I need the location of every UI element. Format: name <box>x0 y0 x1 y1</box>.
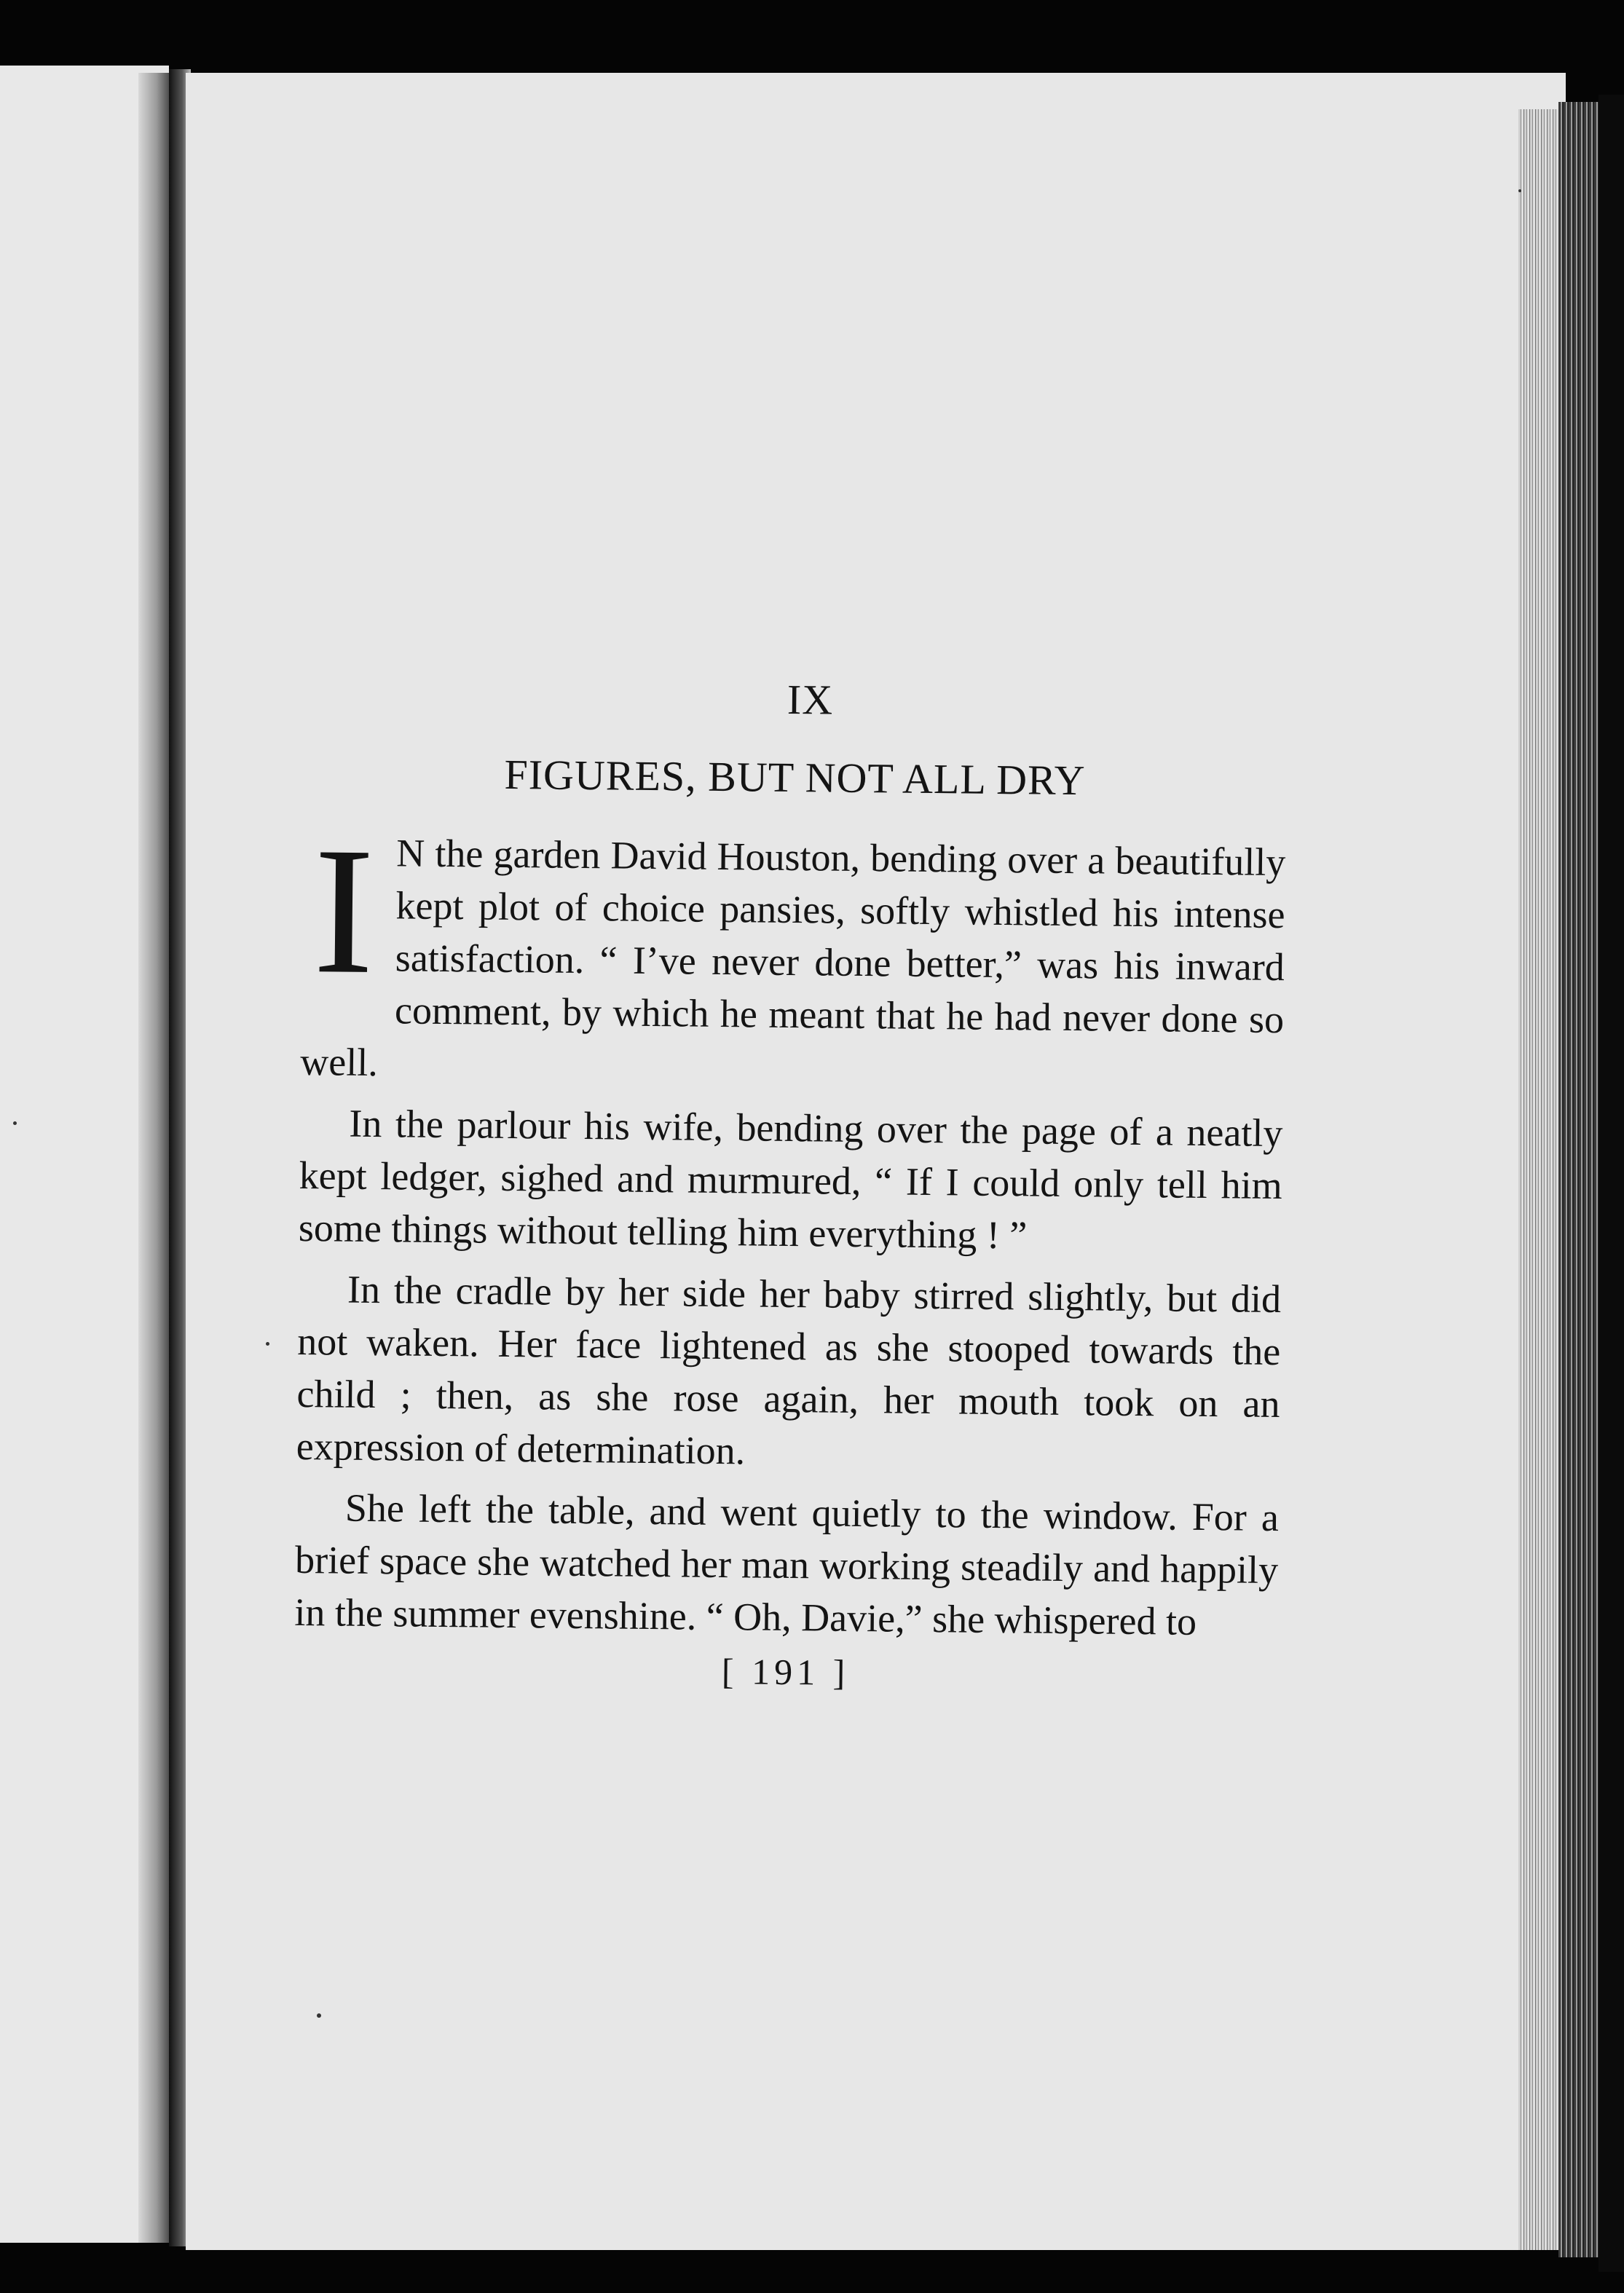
page-stack-shadow <box>1599 95 1624 2272</box>
speck <box>317 2013 321 2018</box>
page-number: [ 191 ] <box>721 1651 850 1693</box>
speck <box>1518 189 1521 192</box>
page-text-block <box>293 670 1288 1698</box>
drop-cap: I <box>312 810 376 1013</box>
paragraph-3: In the cradle by her side her baby stirred slightly, but did not waken. Her face lightened as she stooped towards the child ; then, as she rose again, her mouth took on an expression of determination. <box>296 1267 1282 1473</box>
paragraph-1: N the garden David Houston, bending over a beautifully kept plot of choice pansies, softly whistled his intense satisfaction. “ I’ve never done better,” was his inward comment, by which he meant that he had never done so well. <box>300 831 1286 1085</box>
speck <box>266 1342 269 1346</box>
chapter-number: IX <box>787 675 834 724</box>
paragraph-2: In the parlour his wife, bending over the page of a neatly kept ledger, sighed and murmured, “ If I could only tell him some things without telling him everything ! ” <box>298 1101 1283 1258</box>
paragraph-4: She left the table, and went quietly to the window. For a brief space she watched her man working steadily and happily in the summer evenshine. “ Oh, Davie,” she whispered to <box>294 1485 1280 1643</box>
chapter-title: FIGURES, BUT NOT ALL DRY <box>504 750 1086 805</box>
speck <box>13 1121 17 1125</box>
